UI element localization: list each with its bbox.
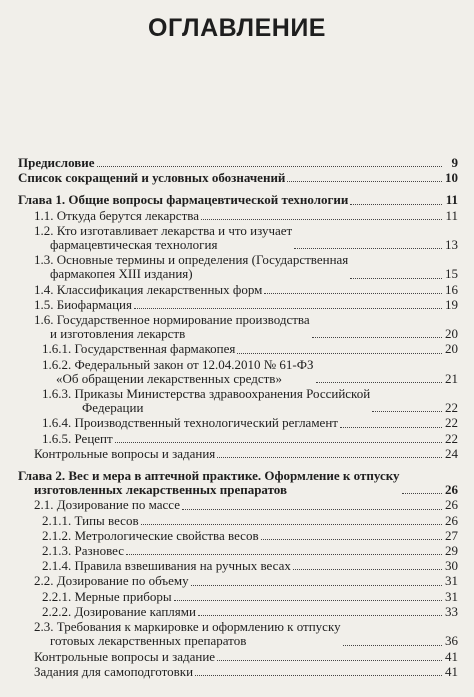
toc-entry-title: 2.3. Требования к маркировке и оформлению к отпуску <box>34 619 341 635</box>
toc-entry-title: Глава 2. Вес и мера в аптечной практике. Оформление к отпуску <box>18 468 400 484</box>
toc-page-number: 15 <box>445 266 458 282</box>
toc-page-number: 11 <box>445 207 458 223</box>
toc-page-number: 22 <box>445 415 458 431</box>
toc-entry-title: 2.1.3. Разновес <box>42 543 125 559</box>
toc-entry-preface[interactable] <box>18 156 458 170</box>
toc-page-number: 30 <box>445 558 458 574</box>
toc-page-number: 13 <box>445 237 458 253</box>
toc-page-number: 19 <box>445 296 458 312</box>
leader-dots <box>287 181 442 182</box>
toc-entry-title: Список сокращений и условных обозначений <box>18 170 286 186</box>
leader-dots <box>182 509 442 510</box>
table-of-contents <box>18 156 458 680</box>
toc-entry-title: 1.6.3. Приказы Министерства здравоохранения Российской <box>42 386 371 402</box>
leader-dots <box>264 293 442 294</box>
toc-section[interactable] <box>18 620 458 648</box>
toc-page-number: 22 <box>445 400 458 416</box>
leader-dots <box>141 524 442 525</box>
page-title: ОГЛАВЛЕНИЕ <box>148 14 326 42</box>
toc-page-number: 41 <box>445 648 458 664</box>
leader-dots <box>350 204 442 205</box>
toc-subsection[interactable] <box>18 387 458 415</box>
leader-dots <box>312 337 442 338</box>
leader-dots <box>217 457 442 458</box>
leader-dots <box>343 645 442 646</box>
toc-entry-abbreviations[interactable] <box>18 171 458 185</box>
toc-section[interactable] <box>18 650 458 664</box>
leader-dots <box>191 585 442 586</box>
leader-dots <box>316 382 443 383</box>
leader-dots <box>372 411 442 412</box>
toc-section[interactable] <box>18 447 458 461</box>
toc-entry-title-cont: фармакопея XIII издания) <box>50 266 193 282</box>
leader-dots <box>402 493 442 494</box>
leader-dots <box>115 442 442 443</box>
toc-entry-title-cont: готовых лекарственных препаратов <box>50 633 247 649</box>
leader-dots <box>195 675 442 676</box>
toc-entry-title: 1.6.2. Федеральный закон от 12.04.2010 № 61-ФЗ <box>42 356 314 372</box>
toc-page-number: 36 <box>445 633 458 649</box>
toc-entry-title-cont: и изготовления лекарств <box>50 326 186 342</box>
leader-dots <box>217 660 442 661</box>
leader-dots <box>134 308 442 309</box>
toc-subsection[interactable] <box>18 514 458 528</box>
toc-entry-title: Задания для самоподготовки <box>34 663 194 679</box>
toc-entry-title-cont: изготовленных лекарственных препаратов <box>34 482 288 498</box>
toc-page-number: 26 <box>445 482 458 498</box>
leader-dots <box>201 219 442 220</box>
toc-entry-title-cont: фармацевтическая технология <box>50 237 218 253</box>
leader-dots <box>340 427 442 428</box>
leader-dots <box>174 600 442 601</box>
toc-entry-title: 1.6.5. Рецепт <box>42 430 113 446</box>
toc-entry-title: 1.5. Биофармация <box>34 296 132 312</box>
toc-section[interactable] <box>18 313 458 341</box>
toc-page-number: 20 <box>445 326 458 342</box>
toc-entry-title-cont: «Об обращении лекарственных средств» <box>56 370 282 386</box>
toc-subsection[interactable] <box>18 432 458 446</box>
toc-entry-title: 2.2. Дозирование по объему <box>34 573 189 589</box>
toc-entry-title: 2.1.4. Правила взвешивания на ручных весах <box>42 558 291 574</box>
toc-entry-title: Предисловие <box>18 155 95 170</box>
toc-page-number: 9 <box>451 155 458 170</box>
toc-subsection[interactable] <box>18 529 458 543</box>
toc-page-number: 21 <box>445 370 458 386</box>
toc-subsection[interactable] <box>18 416 458 430</box>
toc-entry-title: Контрольные вопросы и задания <box>34 445 216 461</box>
toc-page-number: 11 <box>445 192 458 208</box>
toc-page-number: 24 <box>445 445 458 461</box>
toc-subsection[interactable] <box>18 605 458 619</box>
leader-dots <box>237 353 442 354</box>
toc-entry-title: 1.3. Основные термины и определения (Государственная <box>34 252 349 268</box>
toc-page-number: 26 <box>445 497 458 513</box>
toc-entry-title: 1.4. Классификация лекарственных форм <box>34 281 263 297</box>
leader-dots <box>294 248 442 249</box>
toc-section[interactable] <box>18 224 458 252</box>
toc-subsection[interactable] <box>18 342 458 356</box>
toc-entry-title: 1.6.4. Производственный технологический регламент <box>42 415 338 431</box>
toc-page-number: 29 <box>445 543 458 559</box>
toc-entry-title: 1.6.1. Государственная фармакопея <box>42 341 236 357</box>
toc-page-number: 41 <box>445 663 458 679</box>
toc-entry-title: 2.1. Дозирование по массе <box>34 497 180 513</box>
toc-entry-title-cont: Федерации <box>82 400 144 416</box>
toc-entry-title: 1.6. Государственное нормирование производства <box>34 312 310 328</box>
toc-section[interactable] <box>18 253 458 281</box>
toc-entry-title: 1.1. Откуда берутся лекарства <box>34 207 199 223</box>
toc-section[interactable] <box>18 283 458 297</box>
toc-section[interactable] <box>18 209 458 223</box>
leader-dots <box>126 554 442 555</box>
toc-section[interactable] <box>18 298 458 312</box>
toc-subsection[interactable] <box>18 358 458 386</box>
toc-page-number: 26 <box>445 512 458 528</box>
leader-dots <box>97 166 442 167</box>
leader-dots <box>350 278 442 279</box>
toc-page-number: 22 <box>445 430 458 446</box>
toc-section[interactable] <box>18 498 458 512</box>
toc-entry-title: 2.2.1. Мерные приборы <box>42 588 172 604</box>
leader-dots <box>261 539 442 540</box>
toc-page-number: 27 <box>445 527 458 543</box>
toc-entry-title: 1.2. Кто изготавливает лекарства и что изучает <box>34 222 293 238</box>
toc-entry-title: 2.1.1. Типы весов <box>42 512 139 528</box>
toc-subsection[interactable] <box>18 590 458 604</box>
toc-page-number: 16 <box>445 281 458 297</box>
toc-page-number: 31 <box>445 588 458 604</box>
toc-chapter-2[interactable] <box>18 469 458 497</box>
toc-page-number: 10 <box>445 170 458 186</box>
toc-entry-title: 2.1.2. Метрологические свойства весов <box>42 527 259 543</box>
toc-entry-title: Контрольные вопросы и задание <box>34 648 216 664</box>
toc-section[interactable] <box>18 574 458 588</box>
toc-entry-title: 2.2.2. Дозирование каплями <box>42 603 196 619</box>
toc-subsection[interactable] <box>18 559 458 573</box>
toc-page-number: 33 <box>445 603 458 619</box>
toc-entry-title: Глава 1. Общие вопросы фармацевтической технологии <box>18 192 349 208</box>
leader-dots <box>293 569 442 570</box>
toc-chapter-1[interactable] <box>18 193 458 207</box>
toc-section[interactable] <box>18 665 458 679</box>
toc-page-number: 31 <box>445 573 458 589</box>
toc-subsection[interactable] <box>18 544 458 558</box>
leader-dots <box>198 615 442 616</box>
toc-page-number: 20 <box>445 341 458 357</box>
